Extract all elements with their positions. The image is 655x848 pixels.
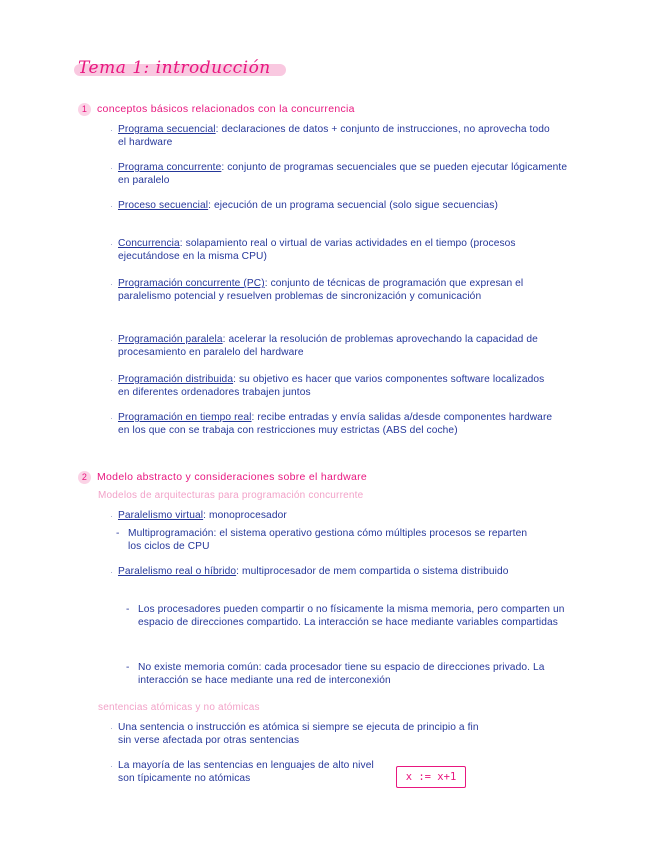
- definition: : ejecución de un programa secuencial (solo sigue secuencias): [208, 200, 498, 211]
- list-item: · Una sentencia o instrucción es atómica si siempre se ejecuta de principio a fin sin verse afectada por otras sentencias: [110, 722, 479, 746]
- definition: : conjunto de programas secuenciales que se pueden ejecutar lógicamente en paralelo: [118, 162, 568, 186]
- section-title: Modelo abstracto y consideraciones sobre el hardware: [97, 471, 368, 483]
- term: Paralelismo real o híbrido: [118, 566, 237, 577]
- definition: : acelerar la resolución de problemas aprovechando la capacidad de procesamiento en paralelo del hardware: [118, 334, 538, 358]
- list-item: · Proceso secuencial: ejecución de un programa secuencial (solo sigue secuencias): [110, 200, 498, 211]
- list-item: - Los procesadores pueden compartir o no físicamente la misma memoria, pero comparten un espacio de direcciones compartido. La interacción se hace mediante variables compartidas: [126, 604, 565, 628]
- definition: Multiprogramación: el sistema operativo gestiona cómo múltiples procesos se reparten los ciclos de CPU: [128, 528, 528, 552]
- section-title: conceptos básicos relacionados con la concurrencia: [97, 103, 355, 115]
- term: Programación paralela: [118, 334, 223, 345]
- term: Programa concurrente: [118, 162, 222, 173]
- list-item: · Programación en tiempo real: recibe entradas y envía salidas a/desde componentes hardware en los que con se trabaja con restricciones muy estrictas (ABS del coche): [110, 412, 553, 436]
- definition: : multiprocesador de mem compartida o sistema distribuido: [236, 566, 509, 577]
- list-item: - Multiprogramación: el sistema operativo gestiona cómo múltiples procesos se reparten los ciclos de CPU: [116, 528, 528, 552]
- definition: : solapamiento real o virtual de varias actividades en el tiempo (procesos ejecutándose en la misma CPU): [118, 238, 516, 262]
- list-item: · Programación concurrente (PC): conjunto de técnicas de programación que expresan el paralelismo potencial y resuelven problemas de sincronización y comunicación: [110, 278, 524, 302]
- list-item: · Paralelismo virtual: monoprocesador: [110, 510, 287, 521]
- term: Paralelismo virtual: [118, 510, 204, 521]
- list-item: · Programa secuencial: declaraciones de datos + conjunto de instrucciones, no aprovecha todo el hardware: [110, 124, 550, 148]
- term: Programación en tiempo real: [118, 412, 252, 423]
- section-2-heading: [78, 471, 367, 484]
- section-1-heading: [78, 103, 355, 116]
- definition: La mayoría de las sentencias en lenguajes de alto nivel son típicamente no atómicas: [118, 760, 374, 784]
- list-item: · La mayoría de las sentencias en lenguajes de alto nivel son típicamente no atómicas: [110, 760, 374, 784]
- definition: : conjunto de técnicas de programación que expresan el paralelismo potencial y resuelven problemas de sincronización y comunicación: [118, 278, 524, 302]
- list-item: · Paralelismo real o híbrido: multiprocesador de mem compartida o sistema distribuido: [110, 566, 509, 577]
- term: Programa secuencial: [118, 124, 216, 135]
- term: Programación concurrente (PC): [118, 278, 265, 289]
- list-item: · Programa concurrente: conjunto de programas secuenciales que se pueden ejecutar lógicamente en paralelo: [110, 162, 568, 186]
- term: Programación distribuida: [118, 374, 234, 385]
- list-item: · Programación paralela: acelerar la resolución de problemas aprovechando la capacidad de procesamiento en paralelo del hardware: [110, 334, 538, 358]
- formula-box: x := x+1: [396, 766, 466, 788]
- definition: Los procesadores pueden compartir o no físicamente la misma memoria, pero comparten un espacio de direcciones compartido. La interacción se hace mediante variables compartidas: [138, 604, 565, 628]
- term: Concurrencia: [118, 238, 180, 249]
- subheading: sentencias atómicas y no atómicas: [98, 702, 260, 713]
- list-item: - No existe memoria común: cada procesador tiene su espacio de direcciones privado. La interacción se hace mediante una red de interconexión: [126, 662, 545, 686]
- definition: : monoprocesador: [203, 510, 287, 521]
- definition: No existe memoria común: cada procesador tiene su espacio de direcciones privado. La interacción se hace mediante una red de interconexión: [138, 662, 545, 686]
- section-number: 2: [78, 471, 91, 484]
- term: Proceso secuencial: [118, 200, 209, 211]
- list-item: · Programación distribuida: su objetivo es hacer que varios componentes software localizados en diferentes ordenadores trabajen juntos: [110, 374, 545, 398]
- subheading: Modelos de arquitecturas para programación concurrente: [98, 490, 364, 501]
- list-item: · Concurrencia: solapamiento real o virtual de varias actividades en el tiempo (procesos ejecutándose en la misma CPU): [110, 238, 516, 262]
- definition: Una sentencia o instrucción es atómica si siempre se ejecuta de principio a fin sin verse afectada por otras sentencias: [118, 722, 479, 746]
- section-number: 1: [78, 103, 91, 116]
- definition: : recibe entradas y envía salidas a/desde componentes hardware en los que con se trabaja con restricciones muy estrictas (ABS del coche): [118, 412, 553, 436]
- definition: : su objetivo es hacer que varios componentes software localizados en diferentes ordenadores trabajen juntos: [118, 374, 545, 398]
- definition: : declaraciones de datos + conjunto de instrucciones, no aprovecha todo el hardware: [118, 124, 550, 148]
- page-title: Tema 1: introducción: [78, 58, 271, 78]
